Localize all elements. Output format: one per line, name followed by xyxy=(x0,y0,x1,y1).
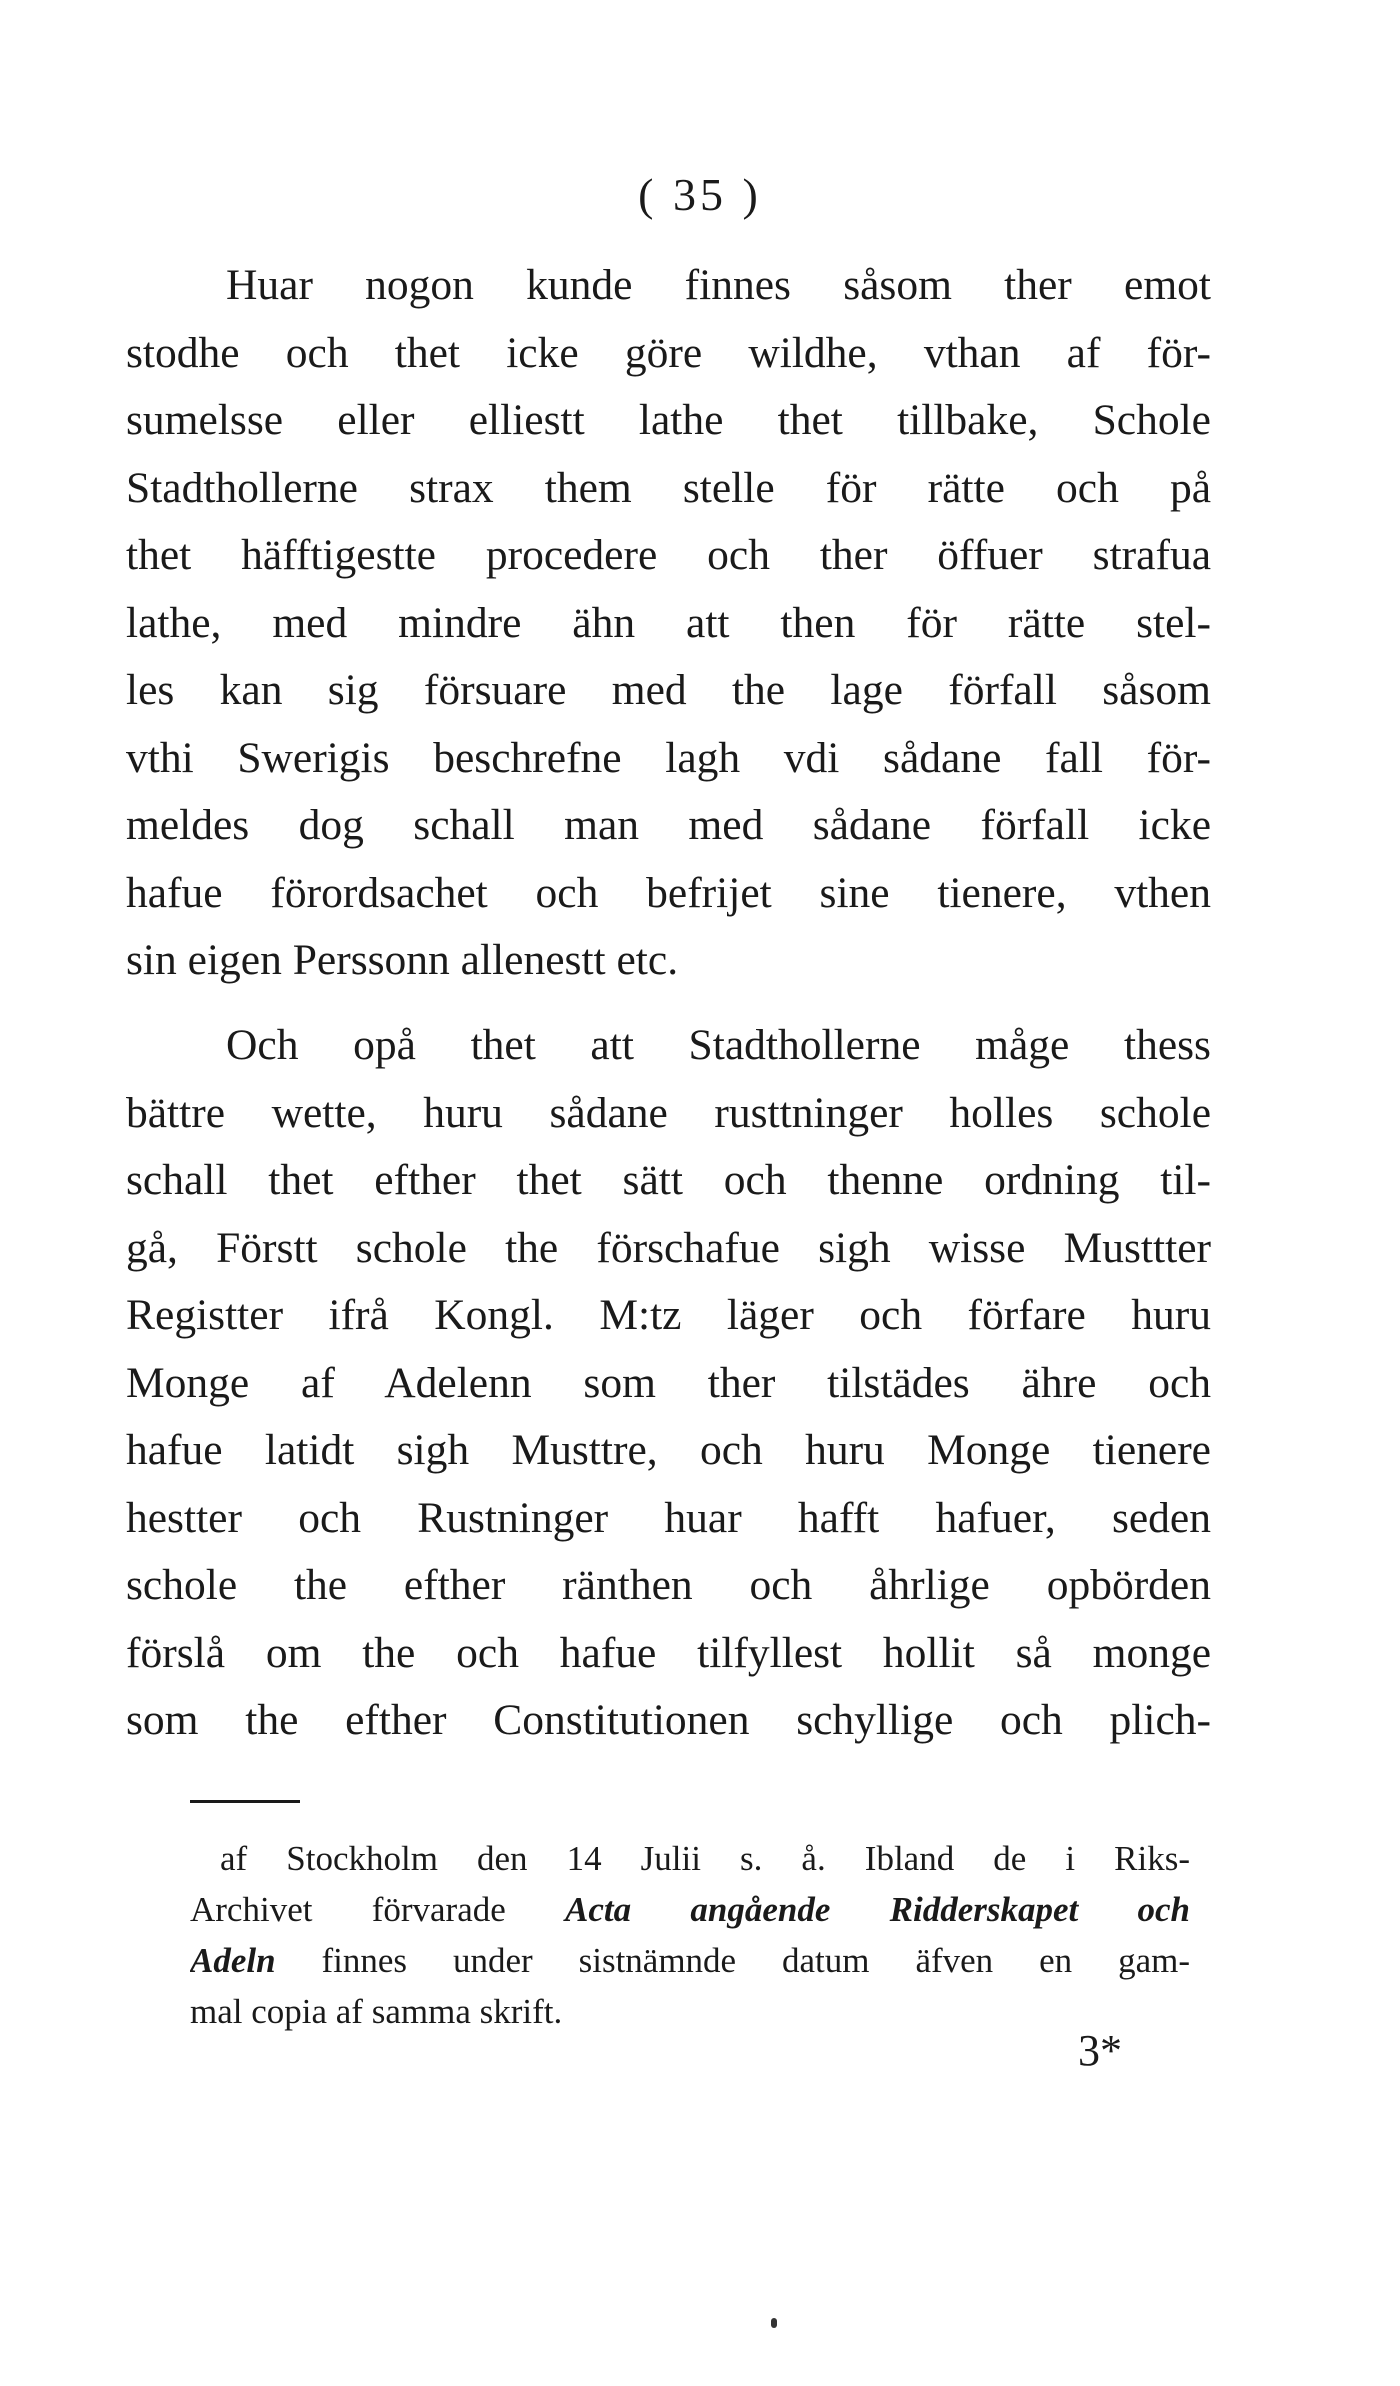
text-line: hafue latidt sigh Musttre, och huru Monge tienere xyxy=(126,1426,1211,1474)
text-line: meldes dog schall man med sådane förfall icke xyxy=(126,801,1211,849)
text-line: Registter ifrå Kongl. M:tz läger och förfare huru xyxy=(126,1291,1211,1339)
paragraph-2 xyxy=(126,1012,1211,1755)
footnote-line xyxy=(190,1884,1190,1935)
footnote-text: finnes under sistnämnde datum äfven en gam- xyxy=(275,1941,1190,1980)
text-line: schall thet efther thet sätt och thenne ordning til- xyxy=(126,1156,1211,1204)
text-line: Stadthollerne strax them stelle för rätte och på xyxy=(126,463,1211,512)
signature-mark: 3* xyxy=(1078,2026,1122,2075)
page-number: ( 35 ) xyxy=(638,169,762,220)
text-line: Huar nogon kunde finnes såsom ther emot xyxy=(226,261,1211,309)
text-line: thet häfftigestte procedere och ther öffuer strafua xyxy=(126,531,1211,579)
text-line: bättre wette, huru sådane rusttninger holles schole xyxy=(126,1088,1211,1137)
footnote-italic-title: Adeln xyxy=(190,1941,276,1980)
text-line: hestter och Rustninger huar hafft hafuer, seden xyxy=(126,1493,1211,1542)
footnote-line: mal copia af samma skrift. xyxy=(190,1992,563,2031)
text-line: stodhe och thet icke göre wildhe, vthan af för- xyxy=(126,328,1211,377)
footnote-line xyxy=(190,1935,1190,1986)
text-line: sin eigen Perssonn allenestt etc. xyxy=(126,936,679,984)
text-line: Och opå thet att Stadthollerne måge thess xyxy=(226,1021,1211,1069)
footnote-divider xyxy=(190,1800,300,1803)
paragraph-1 xyxy=(126,252,1211,995)
text-line: som the efther Constitutionen schyllige och plich- xyxy=(126,1696,1211,1744)
footnote-text: Archivet förvarade xyxy=(190,1890,566,1929)
text-line: vthi Swerigis beschrefne lagh vdi sådane fall för- xyxy=(126,733,1211,782)
text-line: förslå om the och hafue tilfyllest hollit så monge xyxy=(126,1628,1211,1677)
footnote xyxy=(190,1833,1190,2037)
text-line: Monge af Adelenn som ther tilstädes ähre och xyxy=(126,1358,1211,1407)
text-line: sumelsse eller elliestt lathe thet tillbake, Schole xyxy=(126,396,1211,444)
text-line: hafue förordsachet och befrijet sine tienere, vthen xyxy=(126,868,1211,917)
text-line: gå, Förstt schole the förschafue sigh wisse Musttter xyxy=(126,1223,1211,1272)
text-line: lathe, med mindre ähn att then för rätte stel- xyxy=(126,598,1211,647)
text-line: schole the efther ränthen och åhrlige opbörden xyxy=(126,1561,1211,1609)
footnote-italic-title: Acta angående Ridderskapet och xyxy=(565,1890,1190,1929)
text-line: les kan sig försuare med the lage förfall såsom xyxy=(126,666,1211,714)
ink-speck-icon xyxy=(771,2318,777,2328)
footnote-line: af Stockholm den 14 Julii s. å. Ibland de i Riks- xyxy=(220,1839,1190,1878)
